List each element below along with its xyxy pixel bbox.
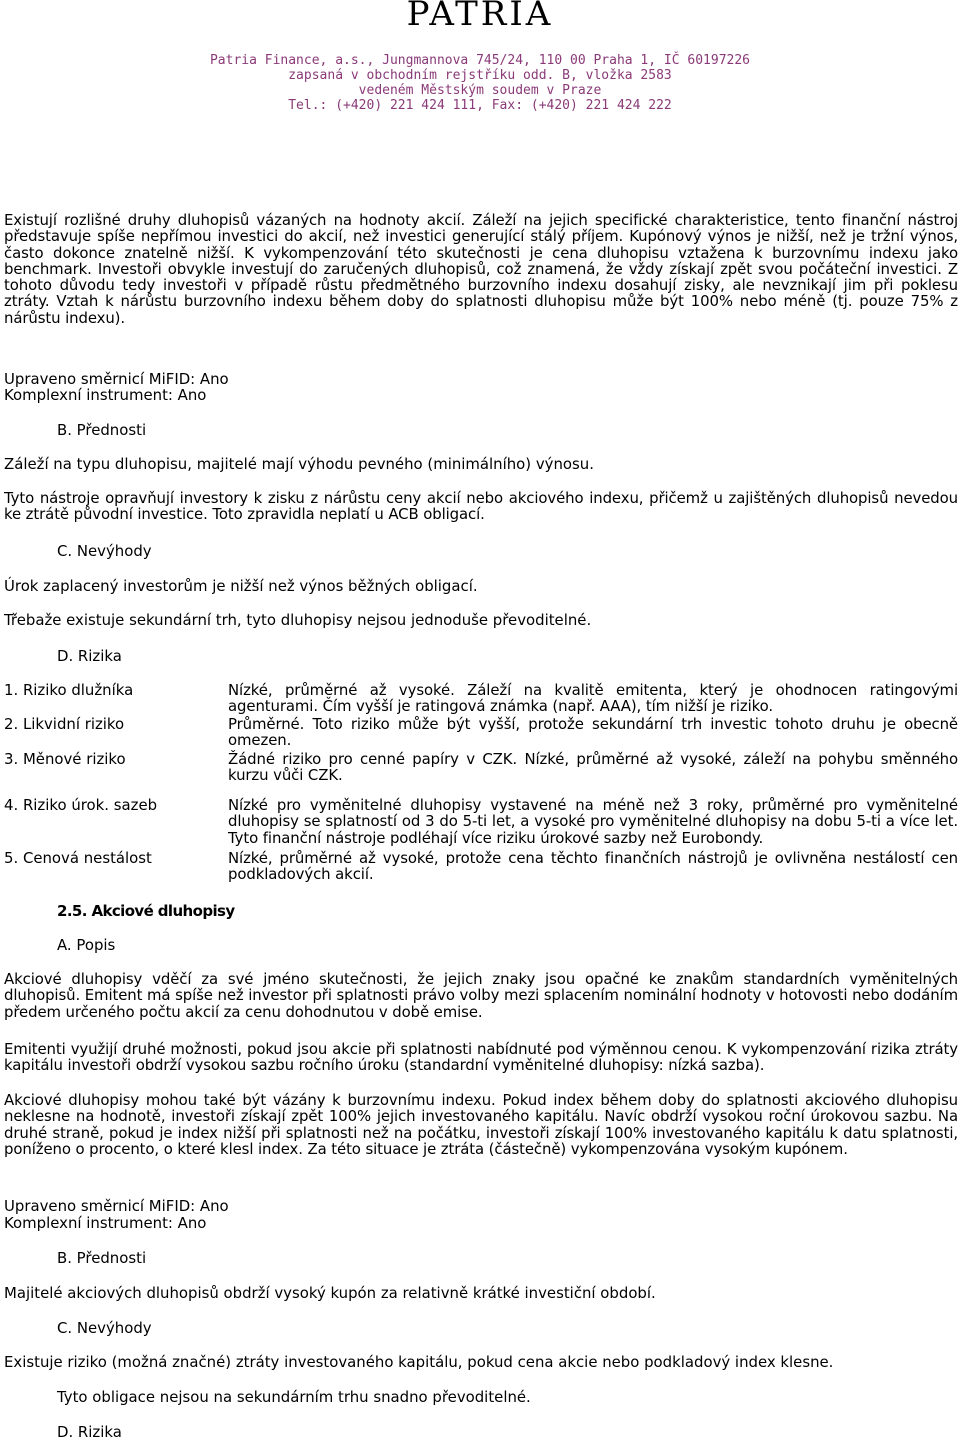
company-phone-line: Tel.: (+420) 221 424 111, Fax: (+420) 221 424 222: [288, 98, 672, 113]
description-paragraph: Akciové dluhopisy vděčí za své jméno skutečnosti, že jejich znaky jsou opačné ke znakům standardních vyměnitelných dluhopisů. Emitent má spíše než investor při splatnosti právo volby mezi splacením nominální hodnoty v hotovosti nebo dodáním předem určeného počtu akcií za cenu dohodnutou v době emise.: [4, 970, 958, 1021]
risk-label: 5. Cenová nestálost: [4, 849, 152, 867]
risk-description: Nízké pro vyměnitelné dluhopisy vystavené na méně než 3 roky, průměrné pro vyměnitelné dluhopisy se splatností od 3 do 5-ti let, a vysoké pro vyměnitelné dluhopisy na dobu 5-ti a více let. Tyto finanční nástroje podléhají více riziku úrokové sazby než Eurobondy.: [228, 796, 958, 847]
risks-heading: D. Rizika: [57, 1423, 122, 1441]
advantages-paragraph: Záleží na typu dluhopisu, majitelé mají výhodu pevného (minimálního) výnosu.: [4, 455, 594, 473]
description-paragraph: Emitenti využijí druhé možnosti, pokud jsou akcie při splatnosti nabídnuté pod výměnnou cenou. K vykompenzování rizika ztráty kapitálu investoři obdrží vysokou sazbu ročního úroku (standardní vyměnitelné dluhopisy: nízká sazba).: [4, 1040, 958, 1075]
risk-description: Průměrné. Toto riziko může být vyšší, protože sekundární trh investic tohoto druhu je obecně omezen.: [228, 715, 958, 750]
disadvantages-heading: C. Nevýhody: [57, 1319, 152, 1337]
advantages-paragraph: Tyto nástroje opravňují investory k zisku z nárůstu ceny akcií nebo akciového indexu, přičemž u zajištěných dluhopisů nevedou ke ztrátě původní investice. Toto zpravidla neplatí u ACB obligací.: [4, 489, 958, 524]
advantages-paragraph: Majitelé akciových dluhopisů obdrží vysoký kupón za relativně krátké investiční období.: [4, 1284, 656, 1302]
company-logo: PATRIA: [406, 0, 554, 34]
disadvantages-paragraph: Tyto obligace nejsou na sekundárním trhu snadno převoditelné.: [57, 1388, 531, 1406]
description-heading: A. Popis: [57, 936, 116, 954]
risk-description: Nízké, průměrné až vysoké, protože cena těchto finančních nástrojů je ovlivněna nestálostí cen podkladových akcií.: [228, 849, 958, 884]
advantages-heading: B. Přednosti: [57, 1249, 147, 1267]
risk-label: 3. Měnové riziko: [4, 750, 126, 768]
company-registry-line: zapsaná v obchodním rejstříku odd. B, vložka 2583: [288, 68, 672, 83]
risk-label: 1. Riziko dlužníka: [4, 681, 134, 699]
risk-description: Žádné riziko pro cenné papíry v CZK. Nízké, průměrné až vysoké, záleží na pohybu směnného kurzu vůči CZK.: [228, 750, 958, 785]
company-address-line: Patria Finance, a.s., Jungmannova 745/24, 110 00 Praha 1, IČ 60197226: [209, 53, 751, 68]
risk-description: Nízké, průměrné až vysoké. Záleží na kvalitě emitenta, který je ohodnocen ratingovými agenturami. Čím vyšší je ratingová známka (např. AAA), tím nižší je riziko.: [228, 681, 958, 716]
disadvantages-paragraph: Existuje riziko (možná značné) ztráty investovaného kapitálu, pokud cena akcie nebo podkladový index klesne.: [4, 1353, 834, 1371]
description-paragraph: Akciové dluhopisy mohou také být vázány k burzovnímu indexu. Pokud index během doby do splatnosti akciového dluhopisu neklesne na hodnotě, investoři získají zpět 100% jejich investovaného kapitálu. Navíc obdrží vysokou roční úrokovou sazbu. Na druhé straně, pokud je index nižší při splatnosti než na počátku, investoři získají 100% investovaného kapitálu k datu splatnosti, poníženo o procento, o které klesl index. Za této situace je ztráta (částečně) vykompenzována vysokým kupónem.: [4, 1091, 958, 1158]
risk-label: 2. Likvidní riziko: [4, 715, 125, 733]
intro-paragraph: Existují rozlišné druhy dluhopisů vázaných na hodnoty akcií. Záleží na jejich specifické charakteristice, tento finanční nástroj představuje spíše nepřímou investici do akcií, než investici generující stálý příjem. Kupónový výnos je nižší, než je tržní výnos, často dokonce znatelně nižší. K vykompenzování této skutečnosti je cena dluhopisu vztažena k burzovnímu indexu jako benchmark. Investoři obvykle investují do zaručených dluhopisů, což znamená, že vždy získají zpět svou počáteční investici. Z tohoto důvodu tedy investoři v případě růstu předmětného burzovního indexu dosahují zisky, ale nevznikají jim při poklesu ztráty. Vztah k nárůstu burzovního indexu během doby do splatnosti dluhopisu může být 100% nebo méně (tj. pouze 75% z nárůstu indexu).: [4, 211, 958, 327]
section-heading: 2.5. Akciové dluhopisy: [57, 902, 235, 920]
disadvantages-paragraph: Třebaže existuje sekundární trh, tyto dluhopisy nejsou jednoduše převoditelné.: [4, 611, 592, 629]
mifid-status: Upraveno směrnicí MiFID: Ano: [4, 370, 229, 388]
disadvantages-paragraph: Úrok zaplacený investorům je nižší než výnos běžných obligací.: [4, 577, 478, 595]
company-court-line: vedeném Městským soudem v Praze: [358, 83, 602, 98]
complex-instrument-status: Komplexní instrument: Ano: [4, 386, 207, 404]
complex-instrument-status: Komplexní instrument: Ano: [4, 1214, 207, 1232]
advantages-heading: B. Přednosti: [57, 421, 147, 439]
disadvantages-heading: C. Nevýhody: [57, 542, 152, 560]
risk-label: 4. Riziko úrok. sazeb: [4, 796, 158, 814]
mifid-status: Upraveno směrnicí MiFID: Ano: [4, 1197, 229, 1215]
risks-heading: D. Rizika: [57, 647, 122, 665]
